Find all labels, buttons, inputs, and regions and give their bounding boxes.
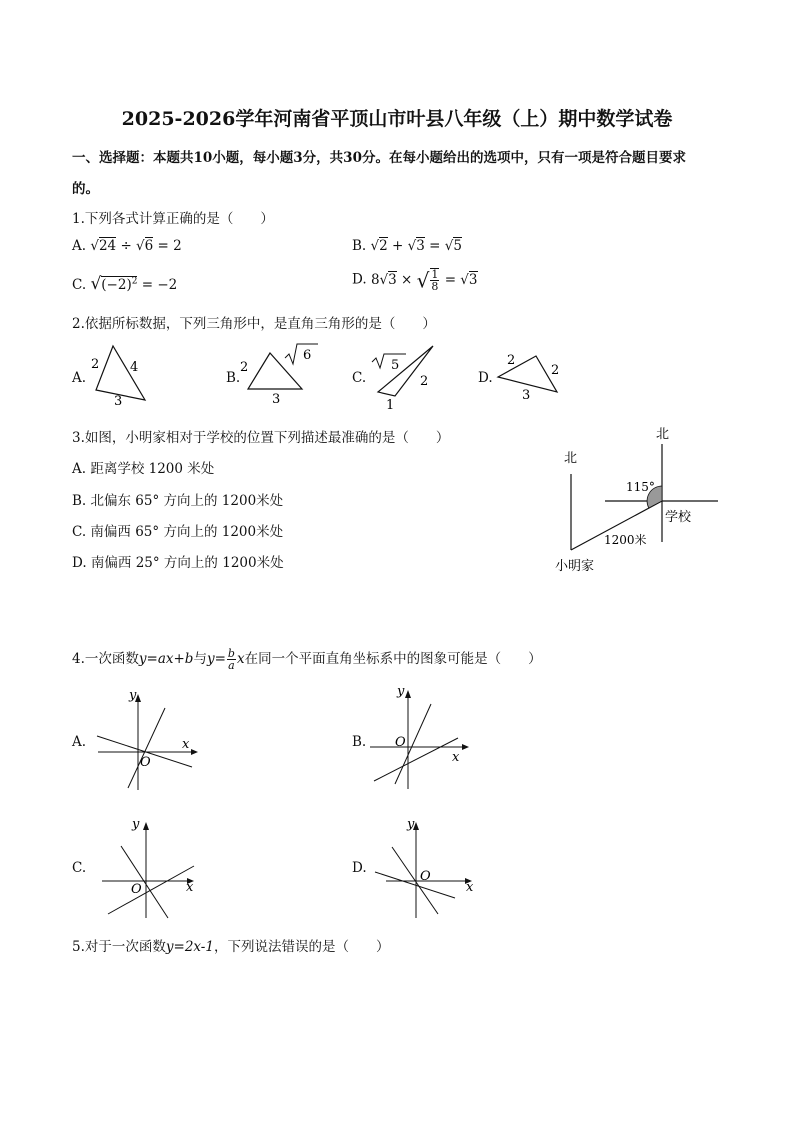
svg-text:115°: 115° [626, 480, 655, 494]
graph-c [96, 814, 216, 924]
graph-d [372, 814, 502, 924]
q1-option-b [352, 238, 462, 254]
q4-label-a: A. [72, 734, 87, 750]
sqrt-expr: √24 ÷ √6 = 2 [90, 238, 182, 254]
svg-text:2: 2 [91, 357, 100, 372]
svg-text:x: x [186, 880, 194, 895]
q1-option-a [72, 238, 182, 254]
page-title: 2025-2026学年河南省平顶山市叶县八年级（上）期中数学试卷 [121, 108, 673, 130]
svg-text:O: O [395, 735, 406, 750]
svg-text:5: 5 [391, 358, 400, 373]
option-label: D. [352, 271, 367, 288]
svg-text:3: 3 [114, 394, 123, 409]
q2-label-d: D. [478, 370, 493, 386]
svg-text:4: 4 [130, 360, 139, 375]
q1-option-c [72, 274, 177, 294]
svg-text:2: 2 [507, 353, 516, 368]
svg-text:x: x [466, 880, 474, 895]
svg-text:x: x [182, 737, 190, 752]
q1-option-d [352, 268, 478, 292]
q4-stem: 4.一次函数y=ax+b与y= $\frac{b}{a}$ x在同一个平面直角坐标系中的图象可能是（ ） [72, 647, 542, 672]
q3-option-a: A. 距离学校 1200 米处 [72, 461, 215, 477]
q4-label-c: C. [72, 860, 87, 876]
svg-text:3: 3 [522, 388, 531, 403]
svg-text:2: 2 [240, 360, 249, 375]
svg-text:2: 2 [551, 363, 560, 378]
q3-option-b: B. 北偏东 65° 方向上的 1200米处 [72, 493, 284, 509]
q2-label-a: A. [72, 370, 87, 386]
triangle-b [240, 340, 330, 410]
svg-text:O: O [420, 869, 431, 884]
function-expr: y=2x-1 [165, 939, 214, 955]
graph-b [368, 684, 488, 794]
section-heading: 一、选择题：本题共10小题，每小题3分，共30分。在每小题给出的选项中，只有一项是符合题目要求 [72, 150, 686, 166]
triangle-d [494, 340, 574, 410]
q2-stem: 2.依据所标数据，下列三角形中，是直角三角形的是（ ） [72, 316, 436, 332]
svg-text:O: O [140, 755, 151, 770]
svg-text:1200米: 1200米 [604, 533, 647, 547]
svg-text:x: x [452, 750, 460, 765]
sqrt-expr: √2 + √3 = √5 [370, 238, 462, 254]
q3-stem: 3.如图，小明家相对于学校的位置下列描述最准确的是（ ） [72, 430, 450, 446]
svg-text:y: y [132, 817, 140, 832]
q3-option-d: D. 南偏西 25° 方向上的 1200米处 [72, 555, 284, 571]
q3-option-c: C. 南偏西 65° 方向上的 1200米处 [72, 524, 284, 540]
svg-text:小明家: 小明家 [555, 559, 595, 574]
triangle-a [86, 340, 166, 410]
option-label: A. [72, 238, 87, 254]
sqrt-expr: 8√3 × √ $\frac{1}{8}$ = √3 [370, 268, 478, 293]
svg-text:y: y [407, 817, 415, 832]
q2-label-b: B. [226, 370, 241, 386]
q3-direction-figure [550, 422, 770, 582]
sqrt-expr: $√(-2)^2 = -2$ [90, 274, 178, 294]
svg-text:1: 1 [386, 398, 395, 413]
svg-text:6: 6 [303, 348, 312, 363]
svg-text:2: 2 [420, 374, 429, 389]
option-label: B. [352, 238, 367, 254]
triangle-c [364, 340, 454, 415]
graph-a [92, 686, 212, 796]
q5-stem: 5.对于一次函数y=2x-1，下列说法错误的是（ ） [72, 939, 390, 955]
function-expr: y=ax+b [138, 651, 194, 667]
svg-text:北: 北 [656, 427, 670, 442]
section-heading-cont: 的。 [72, 181, 99, 197]
option-label: C. [72, 277, 87, 293]
q4-label-b: B. [352, 734, 367, 750]
svg-text:3: 3 [272, 392, 281, 407]
q1-stem: 1.下列各式计算正确的是（ ） [72, 211, 274, 227]
svg-text:y: y [397, 684, 405, 699]
q2-label-c: C. [352, 370, 367, 386]
svg-text:y: y [129, 688, 137, 703]
svg-text:O: O [131, 882, 142, 897]
q4-label-d: D. [352, 860, 367, 876]
svg-text:学校: 学校 [665, 510, 692, 525]
svg-text:北: 北 [564, 451, 578, 466]
